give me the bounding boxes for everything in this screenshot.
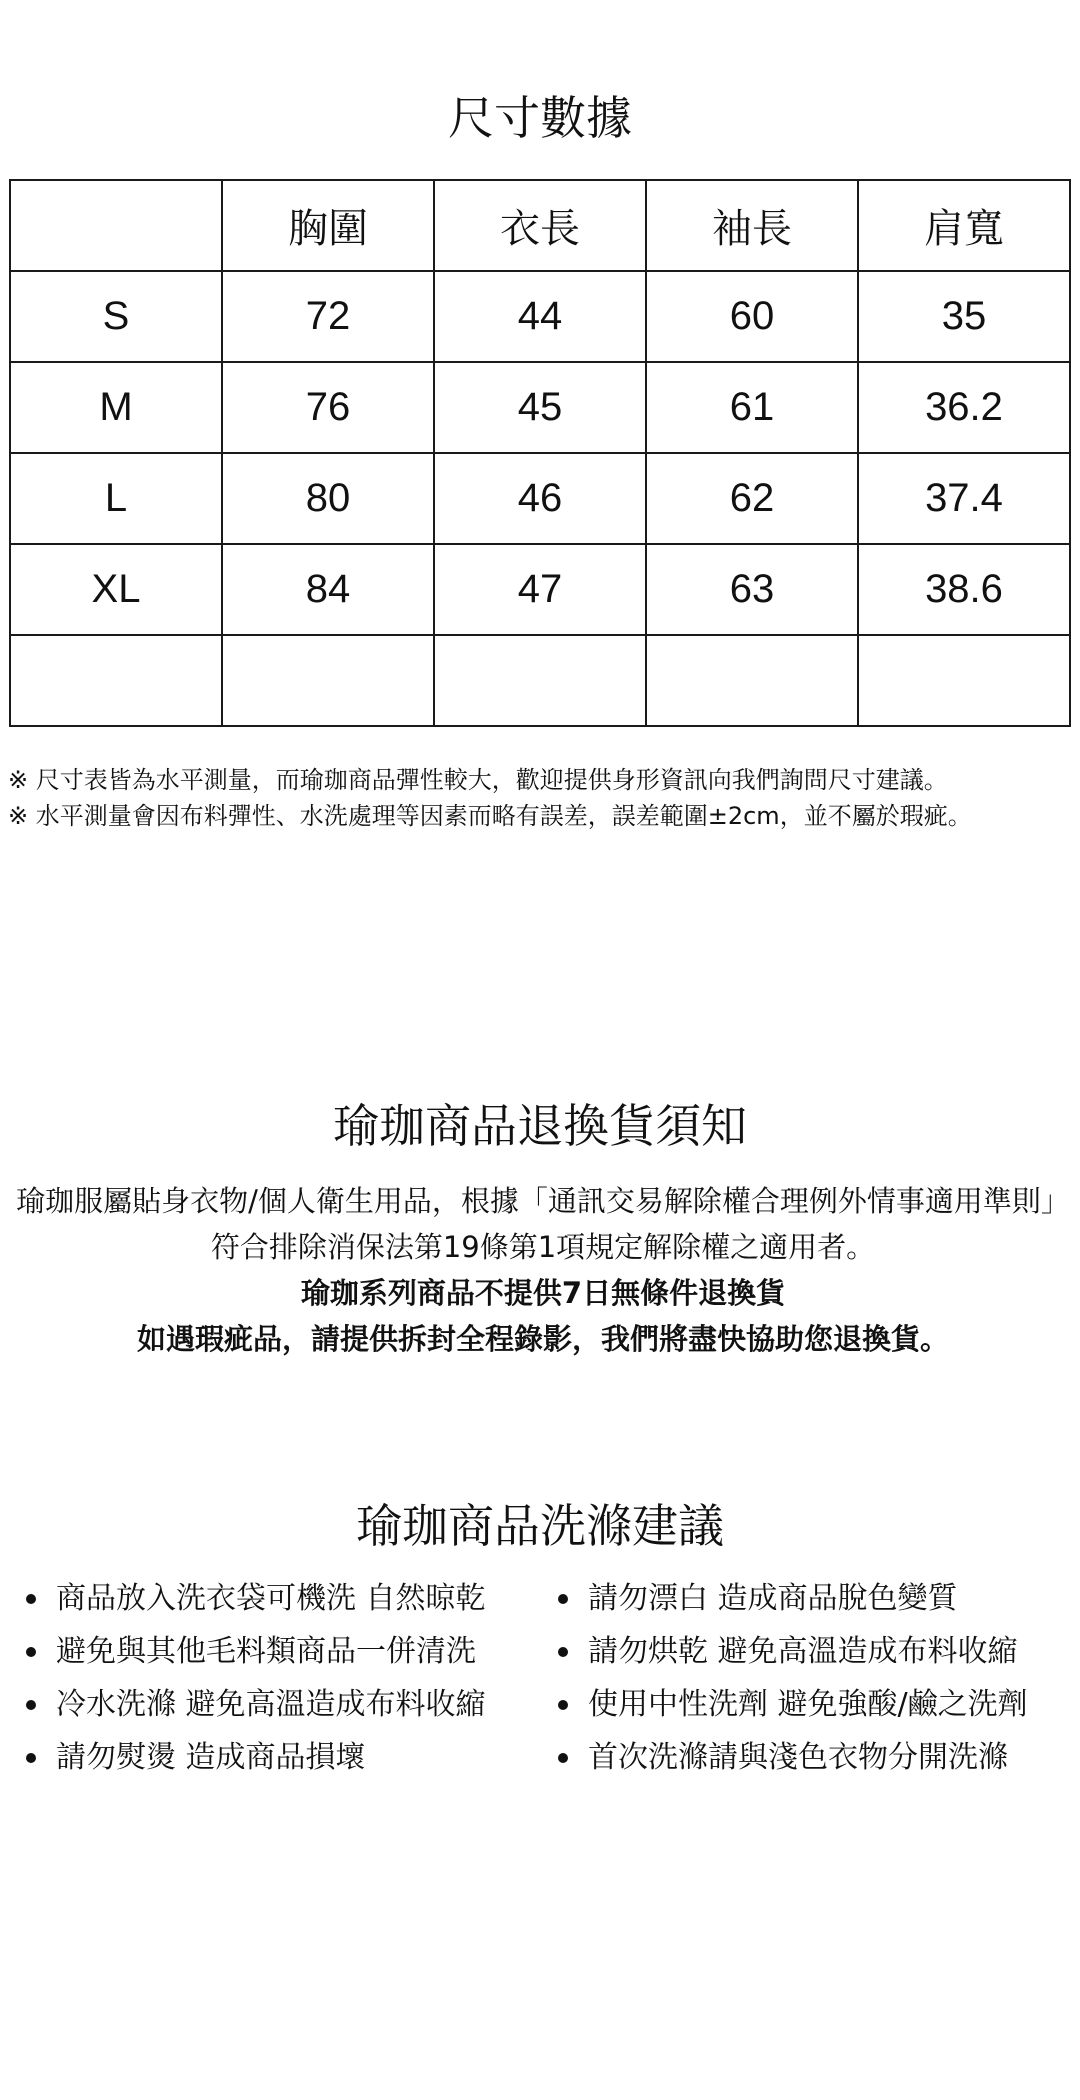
header-cell-blank	[10, 180, 222, 271]
return-policy-body	[14, 1178, 1072, 1362]
header-cell-length: 衣長	[434, 180, 646, 271]
wash-instructions-title: 瑜珈商品洗滌建議	[356, 1499, 724, 1553]
table-cell: 84	[222, 544, 434, 635]
table-cell: 35	[858, 271, 1070, 362]
table-cell: 38.6	[858, 544, 1070, 635]
size-label-cell: L	[10, 453, 222, 544]
table-cell: 37.4	[858, 453, 1070, 544]
table-cell: 76	[222, 362, 434, 453]
table-cell	[646, 635, 858, 726]
wash-list-right	[556, 1572, 1028, 1784]
size-chart-title: 尺寸數據	[448, 91, 632, 145]
table-cell: 63	[646, 544, 858, 635]
list-item: 請勿漂白 造成商品脫色變質	[556, 1572, 1028, 1625]
list-item: 請勿熨燙 造成商品損壞	[24, 1731, 486, 1784]
return-policy-paragraph: 瑜珈服屬貼身衣物/個人衛生用品，根據「通訊交易解除權合理例外情事適用準則」符合排除消保法第19條第1項規定解除權之適用者。	[16, 1184, 1070, 1264]
table-cell: 60	[646, 271, 858, 362]
table-cell	[434, 635, 646, 726]
list-item: 避免與其他毛料類商品一併清洗	[24, 1625, 486, 1678]
table-cell: 72	[222, 271, 434, 362]
list-item: 請勿烘乾 避免高溫造成布料收縮	[556, 1625, 1028, 1678]
return-policy-title: 瑜珈商品退換貨須知	[333, 1099, 747, 1153]
size-note: ※ 尺寸表皆為水平測量，而瑜珈商品彈性較大，歡迎提供身形資訊向我們詢問尺寸建議。	[8, 766, 948, 794]
size-note: ※ 水平測量會因布料彈性、水洗處理等因素而略有誤差，誤差範圍±2cm，並不屬於瑕疵。	[8, 802, 972, 830]
table-cell: 61	[646, 362, 858, 453]
size-chart-table	[9, 179, 1071, 727]
size-label-cell: XL	[10, 544, 222, 635]
return-policy-emphasis: 瑜珈系列商品不提供7日無條件退換貨	[300, 1276, 786, 1310]
table-cell: 80	[222, 453, 434, 544]
table-cell	[222, 635, 434, 726]
table-row	[10, 362, 1070, 453]
table-row	[10, 271, 1070, 362]
wash-list-left	[24, 1572, 486, 1784]
table-cell: 36.2	[858, 362, 1070, 453]
table-cell: 45	[434, 362, 646, 453]
list-item: 冷水洗滌 避免高溫造成布料收縮	[24, 1678, 486, 1731]
table-cell: 47	[434, 544, 646, 635]
list-item: 首次洗滌請與淺色衣物分開洗滌	[556, 1731, 1028, 1784]
header-cell-shoulder: 肩寬	[858, 180, 1070, 271]
table-cell: 62	[646, 453, 858, 544]
header-cell-sleeve: 袖長	[646, 180, 858, 271]
table-row-empty	[10, 635, 1070, 726]
size-notes	[8, 762, 1076, 834]
table-row	[10, 453, 1070, 544]
list-item: 使用中性洗劑 避免強酸/鹼之洗劑	[556, 1678, 1028, 1731]
list-item: 商品放入洗衣袋可機洗 自然晾乾	[24, 1572, 486, 1625]
size-label-cell: S	[10, 271, 222, 362]
size-table-header-row	[10, 180, 1070, 271]
table-cell	[10, 635, 222, 726]
table-row	[10, 544, 1070, 635]
size-label-cell: M	[10, 362, 222, 453]
return-policy-emphasis: 如遇瑕疵品，請提供拆封全程錄影，我們將盡快協助您退換貨。	[136, 1322, 949, 1356]
header-cell-chest: 胸圍	[222, 180, 434, 271]
table-cell	[858, 635, 1070, 726]
table-cell: 46	[434, 453, 646, 544]
table-cell: 44	[434, 271, 646, 362]
